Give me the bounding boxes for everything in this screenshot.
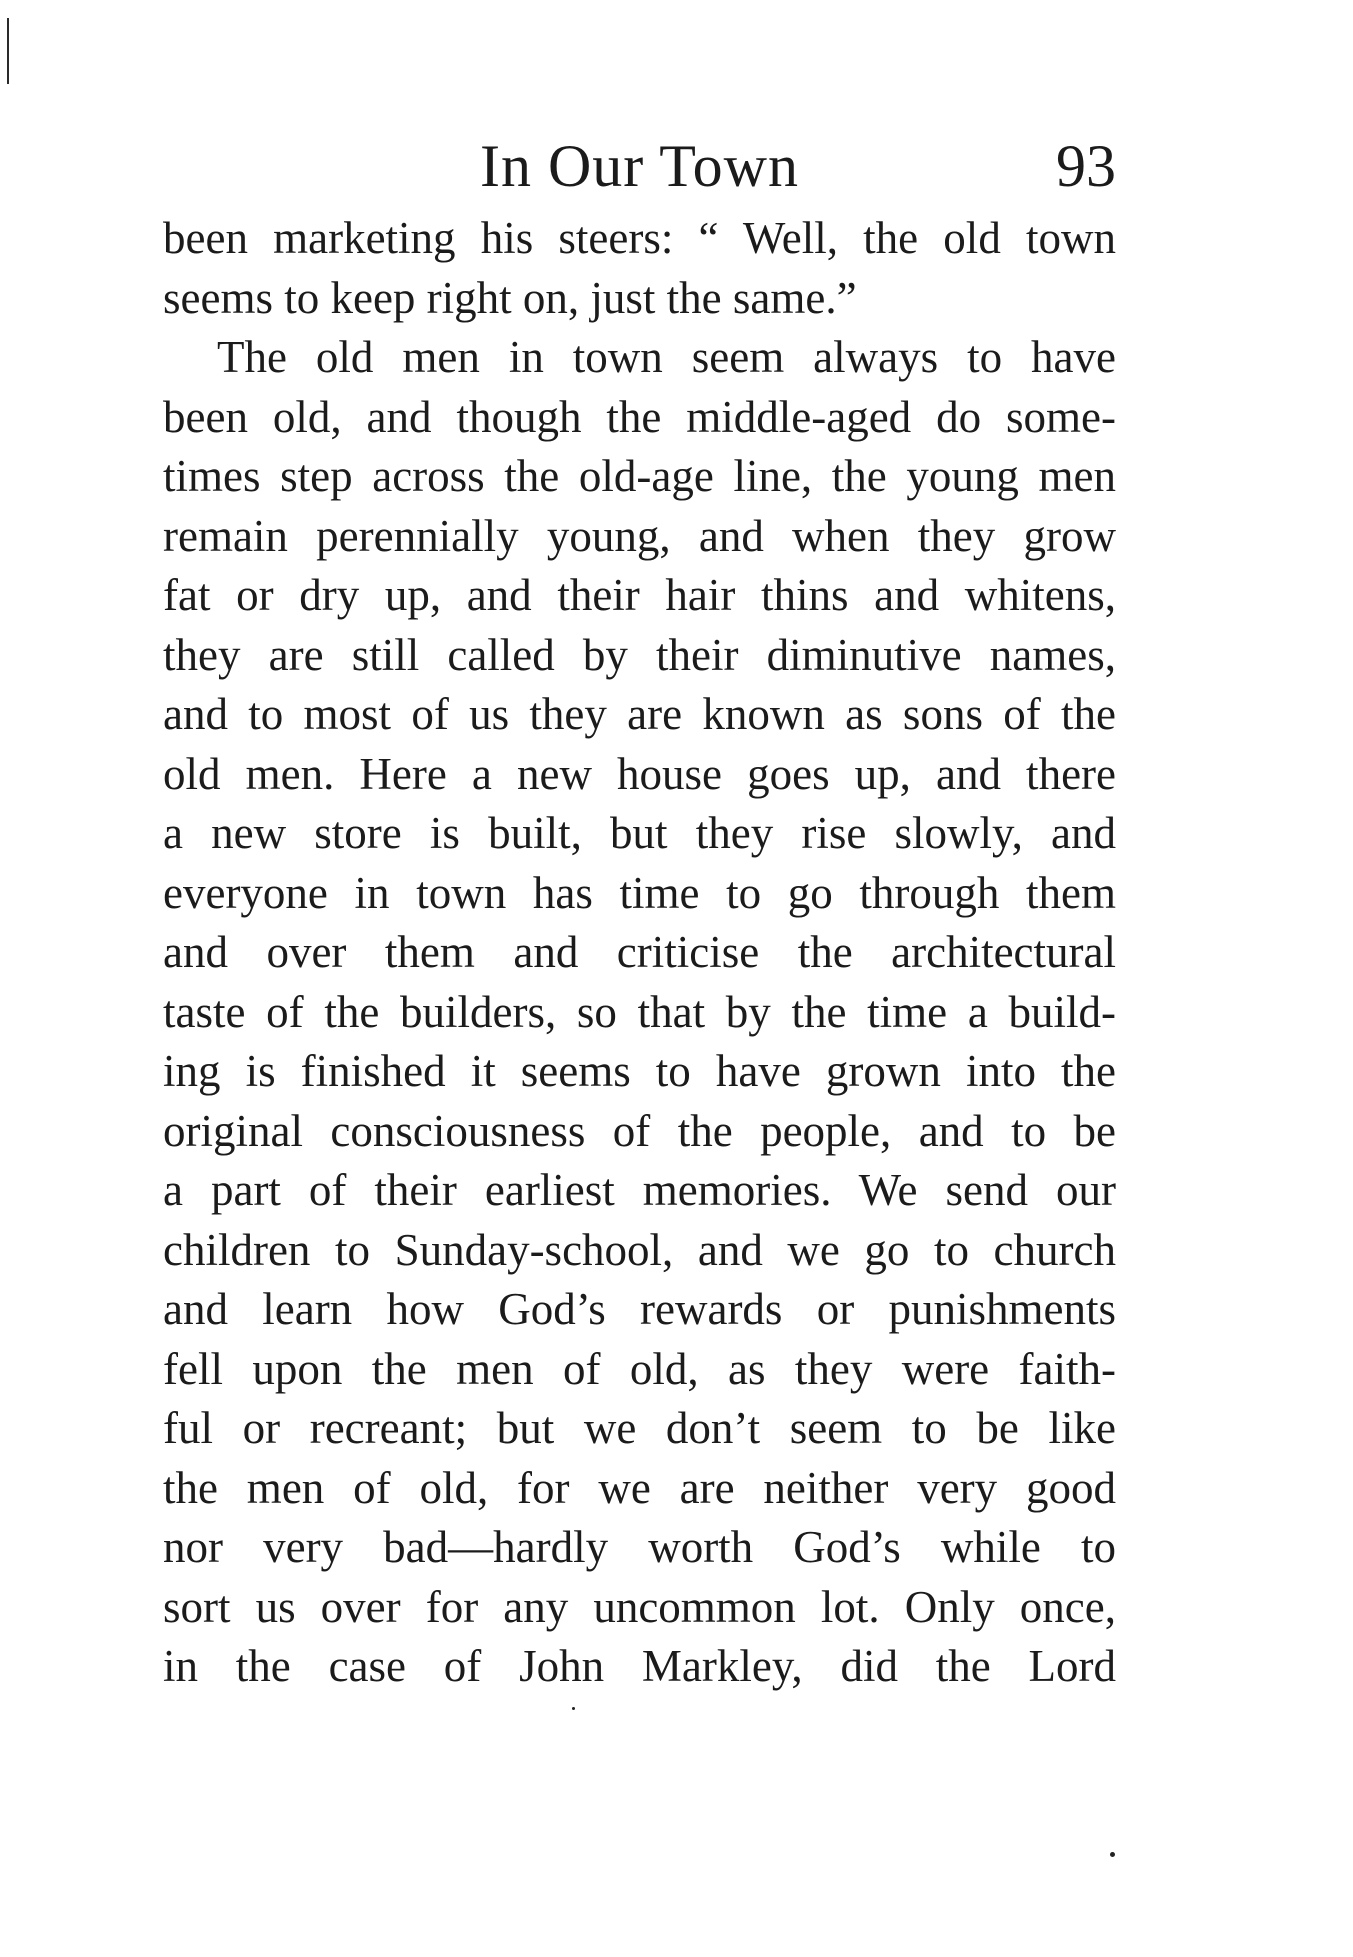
text-line: been marketing his steers: “ Well, the old town: [163, 213, 1116, 263]
scan-edge-mark: [7, 18, 9, 84]
text-line: taste of the builders, so that by the time a build-: [163, 986, 1116, 1037]
text-line: fell upon the men of old, as they were faith-: [163, 1343, 1116, 1394]
text-line: everyone in town has time to go through them: [163, 867, 1116, 918]
text-line: a new store is built, but they rise slowly, and: [163, 808, 1116, 858]
body-text: [163, 209, 1116, 1697]
running-head: In Our Town: [480, 133, 799, 199]
page-header: [163, 124, 1116, 208]
text-line: and to most of us they are known as sons of the: [163, 689, 1116, 739]
text-line: seems to keep right on, just the same.”: [163, 272, 857, 323]
text-line: in the case of John Markley, did the Lord: [163, 1641, 1116, 1691]
text-line: fat or dry up, and their hair thins and whitens,: [163, 570, 1116, 620]
print-speck: [1110, 1852, 1115, 1857]
text-line: the men of old, for we are neither very good: [163, 1462, 1116, 1513]
text-line: old men. Here a new house goes up, and there: [163, 748, 1116, 799]
text-line: The old men in town seem always to have: [217, 332, 1116, 382]
text-line: and over them and criticise the architectural: [163, 927, 1116, 977]
text-line: original consciousness of the people, and to be: [163, 1105, 1116, 1156]
text-line: ful or recreant; but we don’t seem to be like: [163, 1403, 1116, 1453]
print-speck: [572, 1707, 575, 1710]
text-line: a part of their earliest memories. We send our: [163, 1165, 1116, 1215]
text-line: they are still called by their diminutive names,: [163, 629, 1116, 680]
text-line: ing is finished it seems to have grown into the: [163, 1046, 1116, 1096]
text-line: sort us over for any uncommon lot. Only once,: [163, 1581, 1116, 1632]
text-line: been old, and though the middle-aged do some-: [163, 391, 1116, 442]
text-line: nor very bad—hardly worth God’s while to: [163, 1522, 1116, 1572]
text-line: times step across the old-age line, the young men: [163, 451, 1116, 501]
text-line: children to Sunday-school, and we go to church: [163, 1224, 1116, 1275]
text-line: and learn how God’s rewards or punishments: [163, 1284, 1116, 1334]
page-number: 93: [1056, 133, 1116, 199]
text-line: remain perennially young, and when they grow: [163, 510, 1116, 561]
